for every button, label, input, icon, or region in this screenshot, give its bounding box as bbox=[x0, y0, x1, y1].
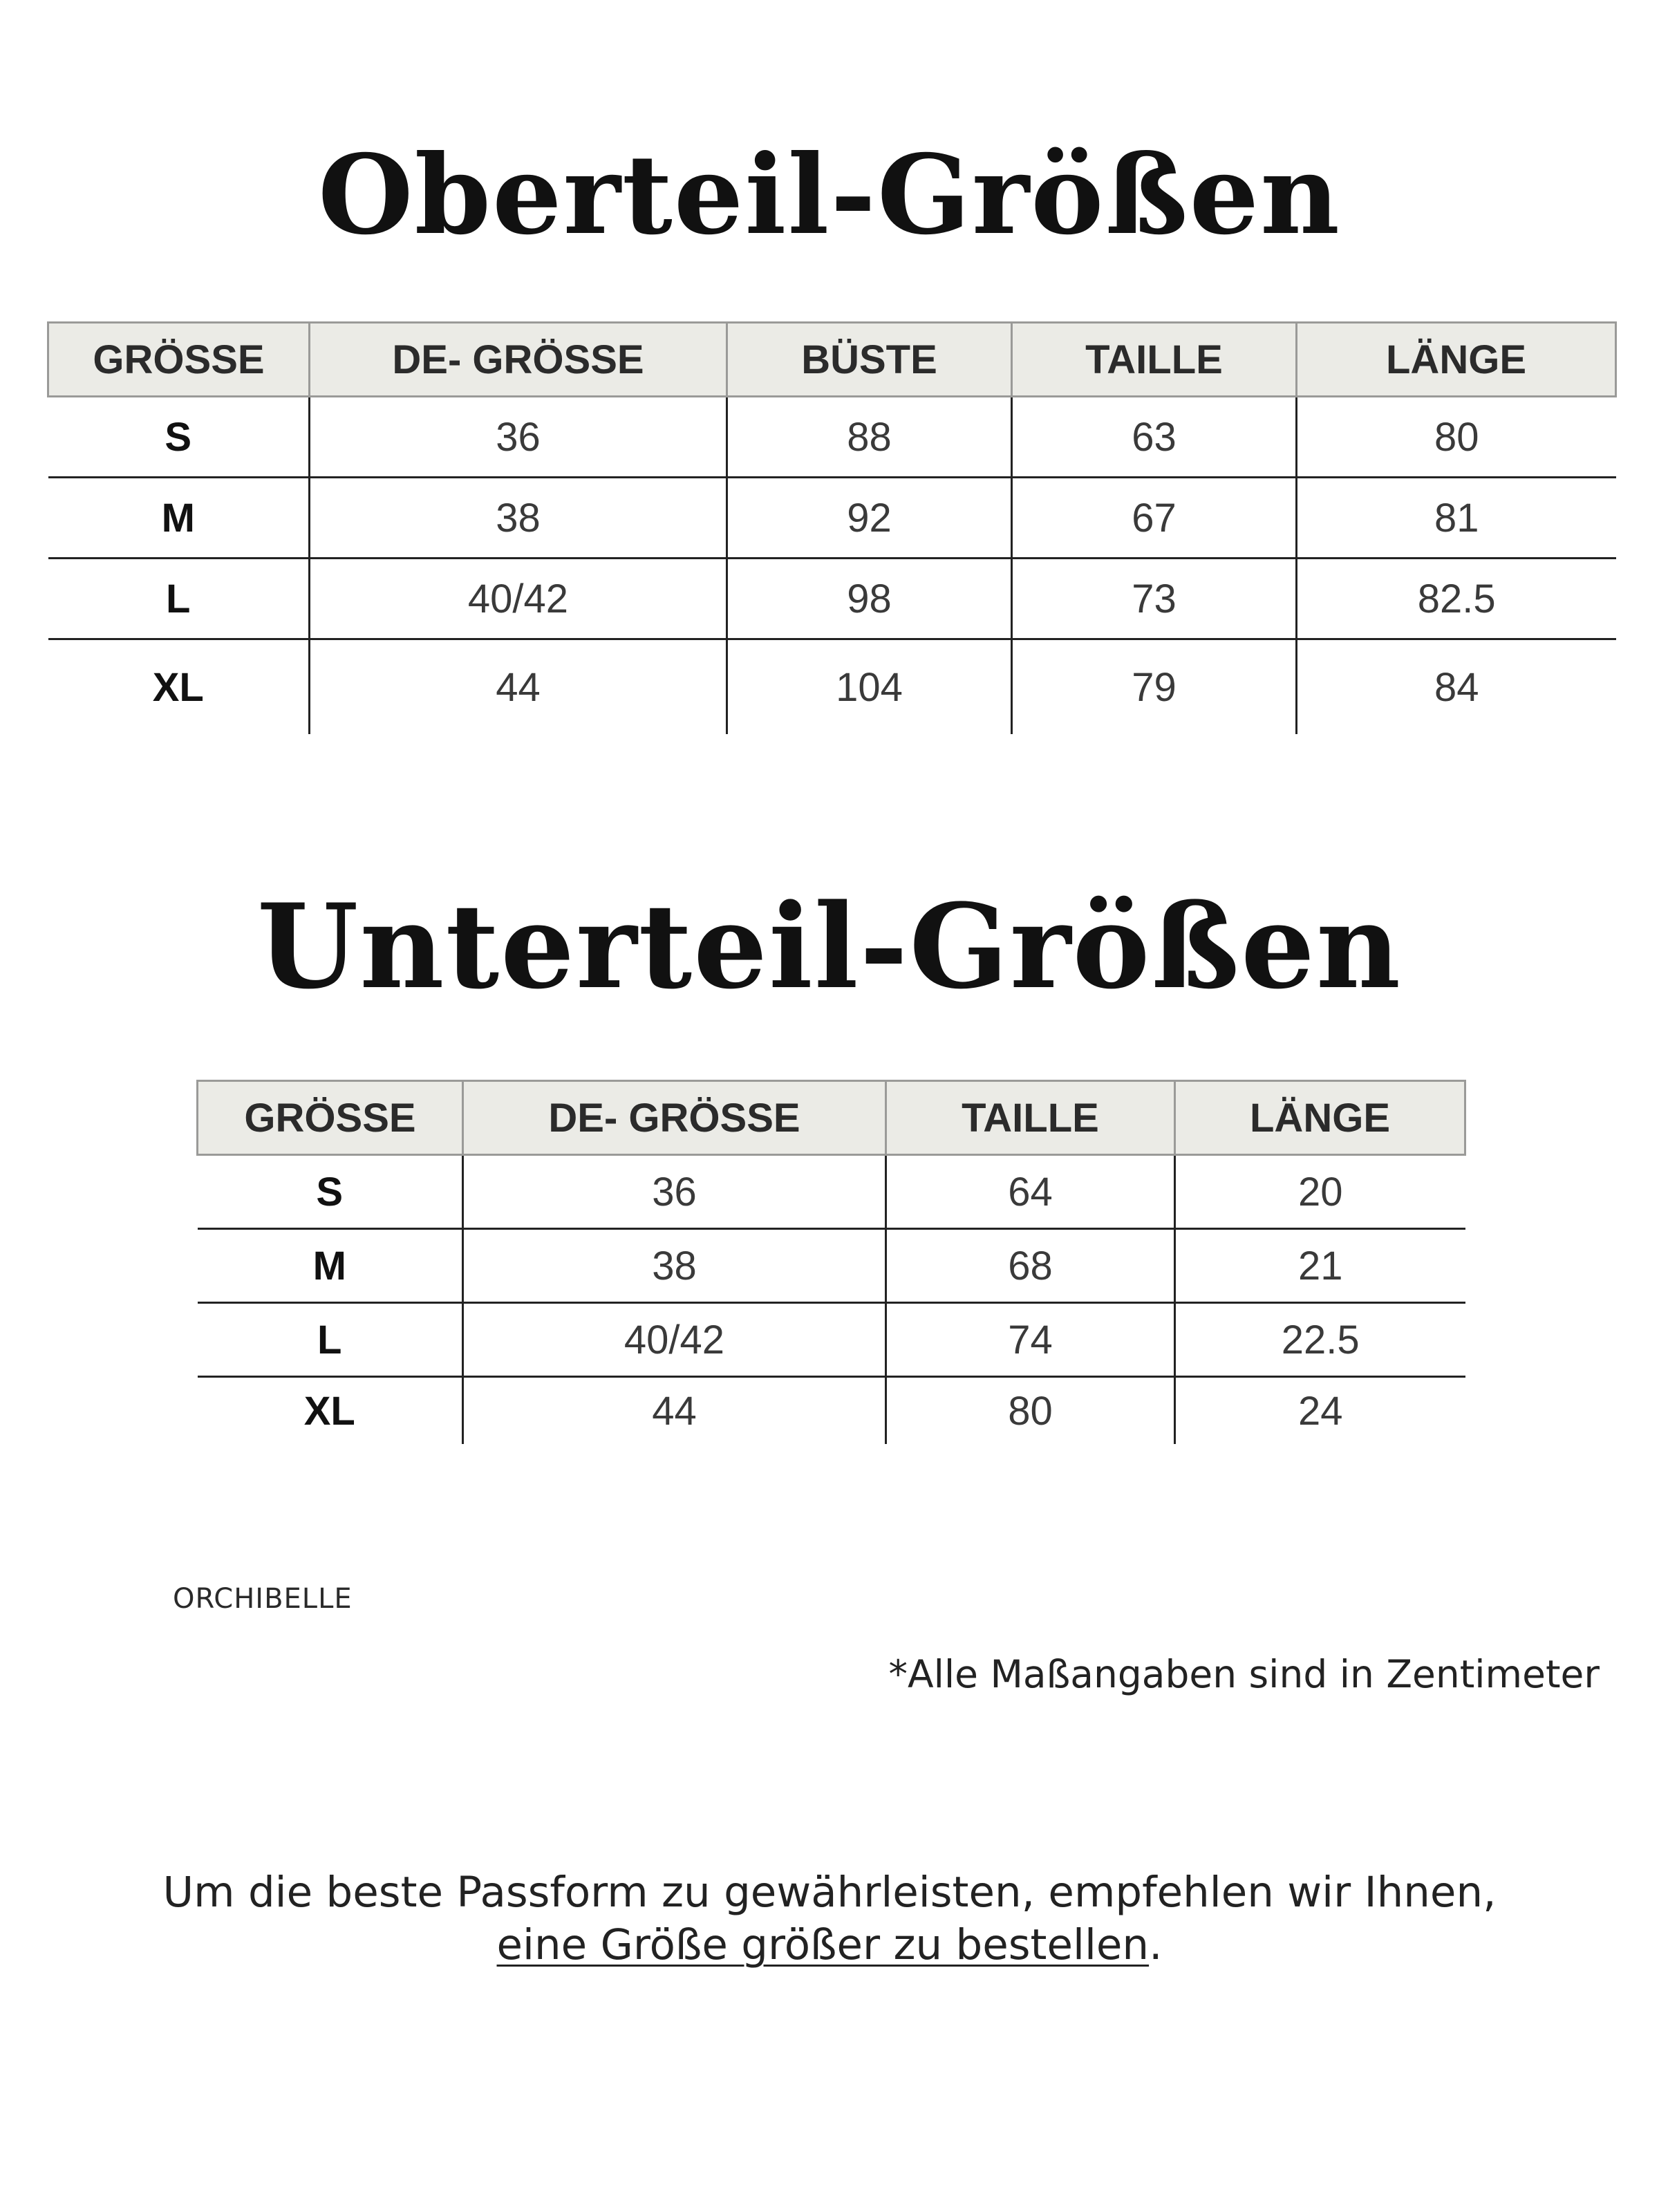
waist-cell: 79 bbox=[1012, 639, 1297, 735]
top-size-table bbox=[47, 321, 1617, 734]
waist-cell: 67 bbox=[1012, 478, 1297, 559]
bust-cell: 88 bbox=[727, 397, 1012, 478]
column-header-de-size: DE- GRÖSSE bbox=[310, 323, 727, 397]
table-row bbox=[48, 639, 1616, 735]
column-header-length: LÄNGE bbox=[1297, 323, 1616, 397]
column-header-waist: TAILLE bbox=[886, 1081, 1175, 1155]
size-cell: L bbox=[48, 559, 310, 639]
table-row bbox=[48, 397, 1616, 478]
column-header-de-size: DE- GRÖSSE bbox=[463, 1081, 886, 1155]
de-size-cell: 44 bbox=[310, 639, 727, 735]
recommendation-period: . bbox=[1149, 1920, 1163, 1969]
size-cell: S bbox=[48, 397, 310, 478]
bust-cell: 104 bbox=[727, 639, 1012, 735]
recommendation-line-1: Um die beste Passform zu gewährleisten, empfehlen wir Ihnen, bbox=[162, 1868, 1497, 1917]
de-size-cell: 36 bbox=[310, 397, 727, 478]
de-size-cell: 36 bbox=[463, 1155, 886, 1229]
size-cell: M bbox=[48, 478, 310, 559]
length-cell: 80 bbox=[1297, 397, 1616, 478]
length-cell: 21 bbox=[1175, 1229, 1465, 1303]
waist-cell: 63 bbox=[1012, 397, 1297, 478]
table-row bbox=[198, 1155, 1465, 1229]
brand-name: ORCHIBELLE bbox=[173, 1583, 353, 1615]
waist-cell: 80 bbox=[886, 1377, 1175, 1445]
waist-cell: 64 bbox=[886, 1155, 1175, 1229]
table-row bbox=[48, 478, 1616, 559]
table-row bbox=[48, 559, 1616, 639]
bust-cell: 92 bbox=[727, 478, 1012, 559]
recommendation-line-2 bbox=[0, 1919, 1659, 1971]
de-size-cell: 44 bbox=[463, 1377, 886, 1445]
order-larger-size-link[interactable]: eine Größe größer zu bestellen bbox=[496, 1920, 1150, 1969]
waist-cell: 74 bbox=[886, 1303, 1175, 1377]
measurement-note: *Alle Maßangaben sind in Zentimeter bbox=[888, 1652, 1600, 1696]
length-cell: 20 bbox=[1175, 1155, 1465, 1229]
size-cell: S bbox=[198, 1155, 463, 1229]
length-cell: 81 bbox=[1297, 478, 1616, 559]
bottom-size-chart-title: Unterteil-Größen bbox=[256, 878, 1403, 1015]
column-header-length: LÄNGE bbox=[1175, 1081, 1465, 1155]
length-cell: 22.5 bbox=[1175, 1303, 1465, 1377]
size-cell: XL bbox=[198, 1377, 463, 1445]
bust-cell: 98 bbox=[727, 559, 1012, 639]
top-size-chart-title: Oberteil-Größen bbox=[317, 131, 1341, 259]
length-cell: 24 bbox=[1175, 1377, 1465, 1445]
table-header-row bbox=[198, 1081, 1465, 1155]
table-row bbox=[198, 1377, 1465, 1445]
length-cell: 82.5 bbox=[1297, 559, 1616, 639]
column-header-size: GRÖSSE bbox=[48, 323, 310, 397]
size-cell: XL bbox=[48, 639, 310, 735]
column-header-bust: BÜSTE bbox=[727, 323, 1012, 397]
de-size-cell: 38 bbox=[310, 478, 727, 559]
column-header-size: GRÖSSE bbox=[198, 1081, 463, 1155]
waist-cell: 73 bbox=[1012, 559, 1297, 639]
column-header-waist: TAILLE bbox=[1012, 323, 1297, 397]
table-header-row bbox=[48, 323, 1616, 397]
de-size-cell: 40/42 bbox=[463, 1303, 886, 1377]
size-recommendation bbox=[0, 1866, 1659, 1971]
bottom-size-table bbox=[196, 1080, 1466, 1444]
de-size-cell: 40/42 bbox=[310, 559, 727, 639]
table-row bbox=[198, 1229, 1465, 1303]
de-size-cell: 38 bbox=[463, 1229, 886, 1303]
table-row bbox=[198, 1303, 1465, 1377]
size-cell: M bbox=[198, 1229, 463, 1303]
size-cell: L bbox=[198, 1303, 463, 1377]
waist-cell: 68 bbox=[886, 1229, 1175, 1303]
length-cell: 84 bbox=[1297, 639, 1616, 735]
